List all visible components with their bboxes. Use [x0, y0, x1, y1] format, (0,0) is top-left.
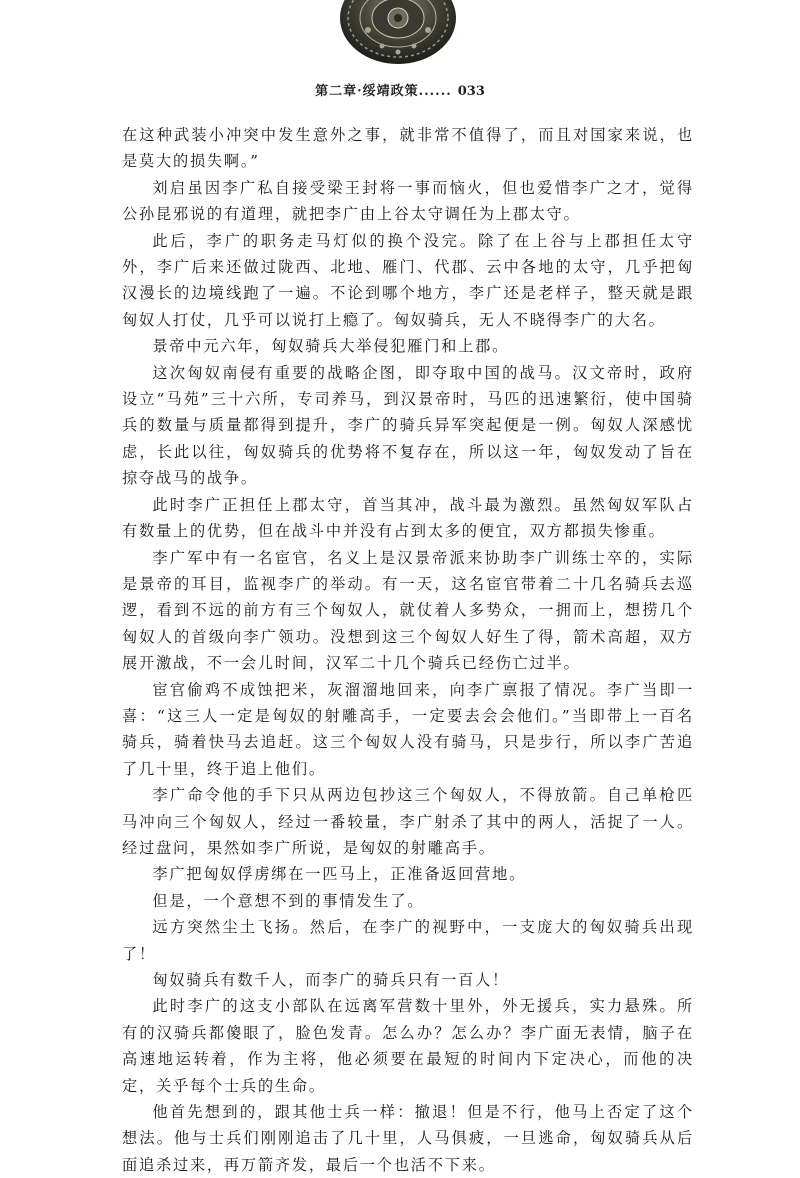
- paragraph: 刘启虽因李广私自接受梁王封将一事而恼火，但也爱惜李广之才，觉得公孙昆邪说的有道理，就把李广由上谷太守调任为上郡太守。: [122, 178, 694, 224]
- paragraph: 但是，一个意想不到的事情发生了。: [152, 891, 425, 910]
- paragraph: 景帝中元六年，匈奴骑兵大举侵犯雁门和上郡。: [152, 337, 510, 356]
- paragraph: 李广命令他的手下只从两边包抄这三个匈奴人，不得放箭。自己单枪匹马冲向三个匈奴人，经过一番较量，李广射杀了其中的两人，活捉了一人。经过盘问，果然如李广所说，是匈奴的射雕高手。: [122, 786, 694, 857]
- paragraph: 宦官偷鸡不成蚀把米，灰溜溜地回来，向李广禀报了情况。李广当即一喜：“这三人一定是匈奴的射雕高手，一定要去会会他们。”当即带上一百名骑兵，骑着快马去追赶。这三个匈奴人没有骑马，只是步行，所以李广苦追了几十里，终于追上他们。: [122, 680, 694, 778]
- paragraph: 这次匈奴南侵有重要的战略企图，即夺取中国的战马。汉文帝时，政府设立“马苑”三十六所，专司养马，到汉景帝时，马匹的迅速繁衍，使中国骑兵的数量与质量都得到提升，李广的骑兵异军突起便是一例。匈奴人深感忧虑，长此以往，匈奴骑兵的优势将不复存在，所以这一年，匈奴发动了旨在掠夺战马的战争。: [122, 363, 694, 488]
- chapter-title: 第二章·绥靖政策......: [315, 84, 452, 99]
- paragraph: 李广军中有一名宦官，名义上是汉景帝派来协助李广训练士卒的，实际是景帝的耳目，监视李广的举动。有一天，这名宦官带着二十几名骑兵去巡逻，看到不远的前方有三个匈奴人，就仗着人多势众，一拥而上，想捞几个匈奴人的首级向李广领功。没想到这三个匈奴人好生了得，箭术高超，双方展开激战，不一会儿时间，汉军二十几个骑兵已经伤亡过半。: [122, 548, 694, 673]
- paragraph: 此时李广正担任上郡太守，首当其冲，战斗最为激烈。虽然匈奴军队占有数量上的优势，但在战斗中并没有占到太多的便宜，双方都损失惨重。: [122, 495, 694, 541]
- paragraph: 此时李广的这支小部队在远离军营数十里外，外无援兵，实力悬殊。所有的汉骑兵都傻眼了，脸色发青。怎么办？怎么办？李广面无表情，脑子在高速地运转着，作为主将，他必须要在最短的时间内下定决心，而他的决定，关乎每个士兵的生命。: [122, 997, 694, 1095]
- bronze-mirror-emblem: [340, 0, 456, 64]
- body-text: [122, 122, 694, 1178]
- paragraph: 此后，李广的职务走马灯似的换个没完。除了在上谷与上郡担任太守外，李广后来还做过陇西、北地、雁门、代郡、云中各地的太守，几乎把匈汉漫长的边境线跑了一遍。不论到哪个地方，李广还是老样子，整天就是跟匈奴人打仗，几乎可以说打上瘾了。匈奴骑兵，无人不晓得李广的大名。: [122, 231, 694, 329]
- paragraph: 远方突然尘土飞扬。然后，在李广的视野中，一支庞大的匈奴骑兵出现了！: [122, 918, 694, 963]
- running-header: [0, 80, 800, 99]
- paragraph: 在这种武装小冲突中发生意外之事，就非常不值得了，而且对国家来说，也是莫大的损失啊。”: [122, 126, 694, 171]
- paragraph: 他首先想到的，跟其他士兵一样：撤退！但是不行，他马上否定了这个想法。他与士兵们刚刚追击了几十里，人马俱疲，一旦逃命，匈奴骑兵从后面追杀过来，再万箭齐发，最后一个也活不下来。: [122, 1103, 694, 1174]
- paragraph: 李广把匈奴俘虏绑在一匹马上，正准备返回营地。: [152, 865, 527, 884]
- page-number: 033: [457, 84, 485, 99]
- paragraph: 匈奴骑兵有数千人，而李广的骑兵只有一百人！: [152, 971, 510, 989]
